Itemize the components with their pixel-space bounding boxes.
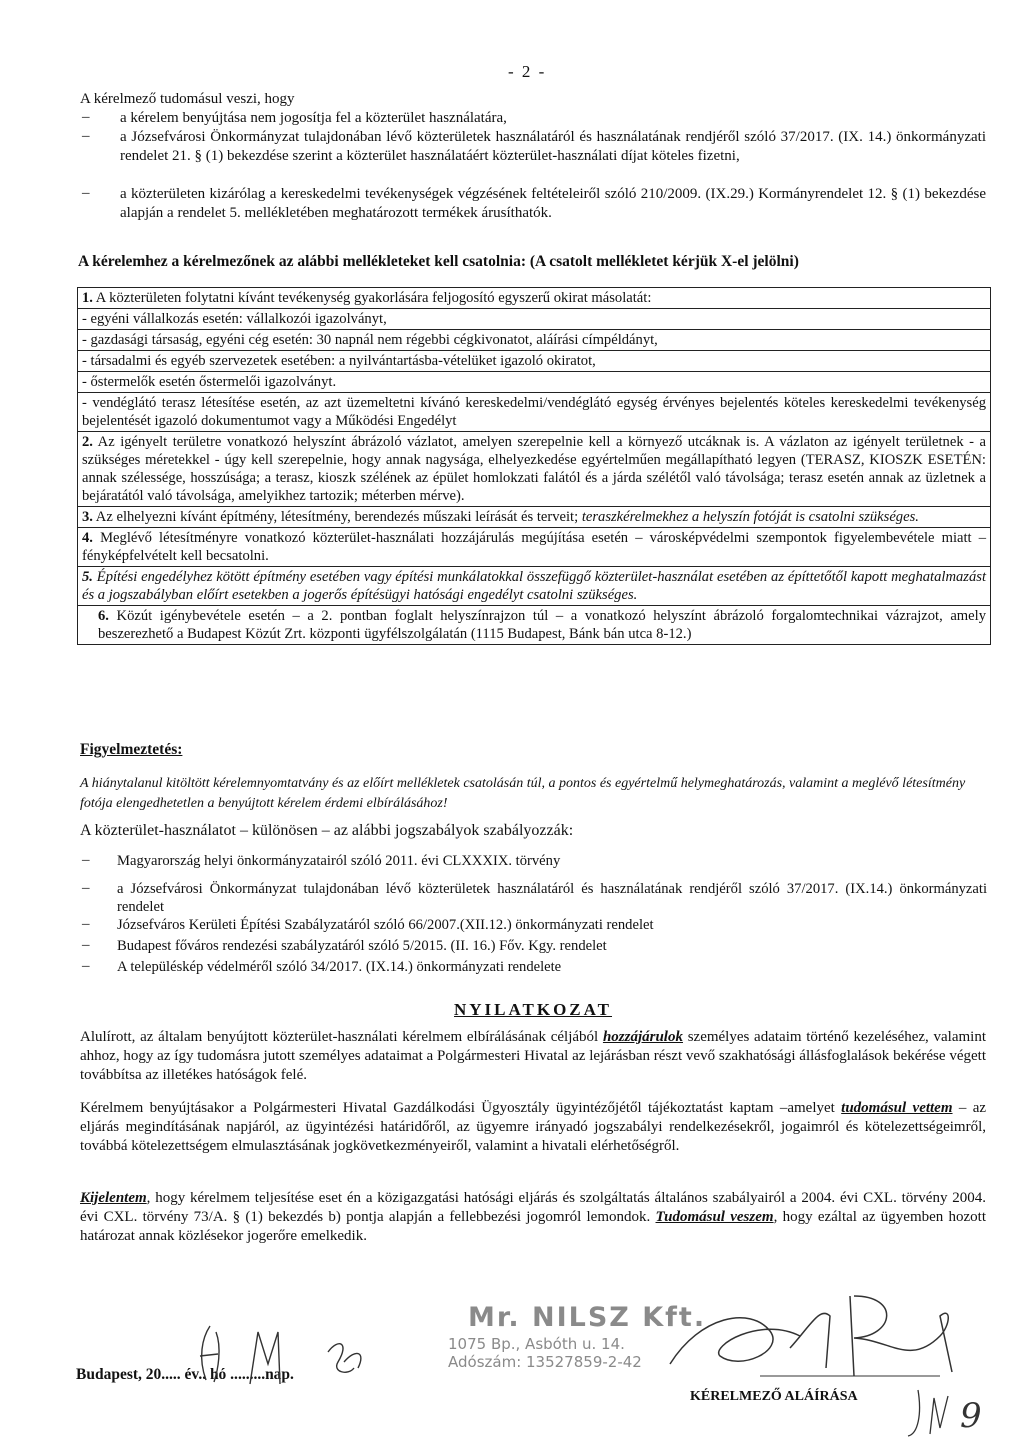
signature-label: KÉRELMEZŐ ALÁÍRÁSA [690, 1389, 858, 1404]
table-row [78, 330, 991, 351]
item-text: Közút igénybevétele esetén – a 2. pontban foglalt helyszínrajzon túl – a vonatkozó helyszínt ábrázoló forgalomtechnikai vázrajzot, amely beszerezhető a Budapest Közút Zrt. központi ügyfélszolgálatán (1115 Budapest, Bánk bán utca 8-12.) [98, 608, 986, 642]
attachments-heading: A kérelemhez a kérelmezőnek az alábbi mellékleteket kell csatolnia: (A csatolt mellékletet kérjük X-el jelölni) [78, 253, 799, 270]
bullet-dash: – [82, 916, 90, 932]
table-row [78, 309, 991, 330]
bullet-dash: – [82, 128, 90, 144]
item-text: Építési engedélyhez kötött építmény esetében vagy építési munkálatokkal összefüggő közterület-használat esetében az építtetőtől kapott meghatalmazást és a jogszabályban előírt esetekben a jogerős építésügyi hatósági engedélyt csatolni szükséges. [82, 569, 986, 603]
emphasis-text: hozzájárulok [602, 1029, 683, 1045]
date-text: nap. [265, 1366, 294, 1383]
date-day-blank[interactable]: ....... [237, 1366, 266, 1383]
table-row [78, 393, 991, 432]
intro-item-1: a kérelem benyújtása nem jogosítja fel a közterület használatára, [120, 110, 507, 126]
item-text: A közterületen folytatni kívánt tevékenység gyakorlására feljogosító egyszerű okirat másolatát: [95, 290, 652, 306]
item-number: 5. [82, 569, 93, 585]
item-text: Az igényelt területre vonatkozó helyszínt ábrázoló vázlatot, amelyen szerepelnie kell a környező utcáknak is. A vázlaton az igényelt területnek - a szükséges méretekkel - úgy kell szerepelnie, hogy annak nagysága, elhelyezkedése egyértelműen megállapítható legyen (TERASZ, KIOSZK ESETÉN: annak szélessége, hosszúsága; a terasz, kioszk szélének az épület homlokzati falától és a járda szélétől való távolsága; terasz esetén annak az üzletnek a bejáratától való távolsága, amelyikhez tartozik; méterben mérve). [82, 434, 987, 504]
intro-item-3: a közterületen kizárólag a kereskedelmi tevékenységek végzésének feltételeiről szóló 210/2009. (IX.29.) Kormányrendelet 12. § (1) bekezdése alapján a rendelet 5. mellékletében meghatározott termékek árusíthatók. [120, 186, 986, 221]
bullet-dash: – [82, 937, 90, 953]
declaration-paragraph-1 [80, 1028, 986, 1085]
attachments-table [77, 287, 991, 645]
warning-heading: Figyelmeztetés: [80, 741, 183, 758]
attachment-sub-item[interactable]: - őstermelők esetén őstermelői igazolványt. [78, 372, 991, 393]
emphasis-text: Kijelentem [80, 1190, 147, 1206]
declaration-title: NYILATKOZAT [454, 1000, 613, 1019]
law-item-3: Józsefváros Kerületi Építési Szabályzatáról szóló 66/2007.(XII.12.) önkormányzati rendelet [117, 917, 654, 933]
item-number: 1. [82, 290, 93, 306]
table-row [78, 288, 991, 309]
paragraph-text: , hogy kérelmem teljesítése eset én a közigazgatási hatósági eljárás és szolgáltatás általános szabályairól a 2004. évi CXL. törvény 2004. évi CXL. törvény 73/A. § (1) bekezdés b) pontja alapján a fellebbezési jogomról lemondok. [80, 1190, 986, 1225]
law-item-4: Budapest főváros rendezési szabályzatáról szóló 5/2015. (II. 16.) Főv. Kgy. rendelet [117, 938, 607, 954]
stamp-address: 1075 Bp., Asbóth u. 14. [448, 1335, 625, 1353]
item-italic-text: teraszkérelmekhez a helyszín fotóját is csatolni szükséges. [581, 509, 919, 525]
handwritten-date [188, 1318, 388, 1398]
table-row [78, 507, 991, 528]
date-month-blank[interactable]: .. [198, 1366, 207, 1383]
attachment-sub-item[interactable]: - gazdasági társaság, egyéni cég esetén: 30 napnál nem régebbi cégkivonatot, aláírási címpéldányt, [78, 330, 991, 351]
item-text: Meglévő létesítményre vonatkozó közterület-használati hozzájárulás megújítása esetén – városképvédelmi szempontok figyelembevétele miatt – fényképfelvételt kell becsatolni. [82, 530, 986, 564]
stamp-name: Mr. NILSZ Kft. [468, 1302, 707, 1333]
paragraph-text: Kérelmem benyújtásakor a Polgármesteri Hivatal Gazdálkodási Ügyosztály ügyintézőjétől tájékoztatást kaptam –amelyet [80, 1100, 835, 1116]
warning-text: A hiánytalanul kitöltött kérelemnyomtatvány és az előírt mellékletek csatolásán túl, a pontos és egyértelmű helymeghatározás, valamint a meglévő létesítmény fotója elengedhetetlen a benyújtott kérelem érdemi elbírálásához! [80, 776, 966, 811]
declaration-paragraph-3 [80, 1189, 986, 1246]
date-text: . év [176, 1366, 199, 1383]
date-year-blank[interactable]: .... [161, 1366, 177, 1383]
intro-item-2: a Józsefvárosi Önkormányzat tulajdonában lévő közterületek használatáról és használatának rendjéről szóló 37/2017. (IX. 14.) önkormányzati rendelet 21. § (1) bekezdése szerint a közterület használatáért közterület-használati díjat köteles fizetni, [120, 129, 986, 164]
bullet-dash: – [82, 852, 90, 868]
intro-heading: A kérelmező tudomásul veszi, hogy [80, 91, 295, 107]
attachment-item-6[interactable] [78, 606, 991, 645]
date-text: Budapest, 20 [76, 1366, 162, 1383]
attachment-sub-item[interactable]: - társadalmi és egyéb szervezetek esetében: a nyilvántartásba-vételüket igazoló okiratot, [78, 351, 991, 372]
paragraph-text: Alulírott, az általam benyújtott közterület-használati kérelmem elbírálásának céljából [80, 1029, 599, 1045]
law-item-5: A településkép védelméről szóló 34/2017. (IX.14.) önkormányzati rendelete [117, 959, 562, 975]
item-number: 3. [82, 509, 93, 525]
attachment-item-5[interactable] [78, 567, 991, 606]
laws-intro: A közterület-használatot – különösen – az alábbi jogszabályok szabályozzák: [80, 822, 574, 839]
item-text: Az elhelyezni kívánt építmény, létesítmény, berendezés műszaki leírását és terveit; [95, 509, 579, 525]
bullet-dash: – [82, 185, 90, 201]
paragraph-text: , hogy ezáltal az ügyemben hozott határozat annak közlésekor jogerőre emelkedik. [80, 1209, 987, 1244]
paragraph-text: – az eljárás megindításának napjáról, az ügyintézési határidőről, az ügyemre irányadó jogszabályi rendelkezésekről, jogaimról és kötelezettségeimről, továbbá kötelezettségem elmulasztásának jogkövetkezményeiről, valamint a hivatali elérhetőségről. [80, 1100, 987, 1154]
table-row [78, 351, 991, 372]
attachment-item-4[interactable] [78, 528, 991, 567]
bullet-dash: – [82, 880, 90, 896]
item-number: 2. [82, 434, 93, 450]
law-item-2: a Józsefvárosi Önkormányzat tulajdonában lévő közterületek használatáról és használatának rendjéről szóló 37/2017. (IX.14.) önkormányzati rendelet [117, 881, 987, 915]
table-row [78, 606, 991, 645]
emphasis-text: Tudomásul veszem [655, 1209, 774, 1225]
paragraph-text: személyes adataim történő kezeléséhez, valamint ahhoz, hogy az így tudomásra jutott személyes adataimat a Polgármesteri Hivatal az lejárásban részt vevő szakhatósági állásfoglalások bekérése végett továbbítsa az illetékes hatóságok felé. [80, 1029, 987, 1083]
handwritten-initials [900, 1384, 1000, 1444]
item-number: 4. [82, 530, 93, 546]
handwritten-page-number: 9 [960, 1396, 982, 1436]
attachment-item-1[interactable] [78, 288, 991, 309]
bullet-dash: – [82, 109, 90, 125]
attachment-item-2[interactable] [78, 432, 991, 507]
attachment-item-3[interactable] [78, 507, 991, 528]
attachment-sub-item[interactable]: - egyéni vállalkozás esetén: vállalkozói igazolványt, [78, 309, 991, 330]
table-row [78, 567, 991, 606]
stamp-tax-number: Adószám: 13527859-2-42 [448, 1353, 642, 1371]
item-number: 6. [98, 608, 109, 624]
table-row [78, 528, 991, 567]
law-item-1: Magyarország helyi önkormányzatairól szóló 2011. évi CLXXXIX. törvény [117, 853, 561, 869]
declaration-paragraph-2 [80, 1099, 986, 1156]
emphasis-text: tudomásul vettem [841, 1100, 953, 1116]
table-row [78, 372, 991, 393]
page-number: - 2 - [508, 62, 547, 81]
table-row [78, 432, 991, 507]
bullet-dash: – [82, 958, 90, 974]
date-text: hó .. [206, 1366, 238, 1383]
attachment-sub-item[interactable]: - vendéglátó terasz létesítése esetén, az azt üzemeltetni kívánó kereskedelmi/vendéglátó egység érvényes bejelentés köteles kereskedelmi tevékenység bejelentését igazoló dokumentumot vagy a Működési Engedélyt [78, 393, 991, 432]
signature [640, 1276, 970, 1386]
